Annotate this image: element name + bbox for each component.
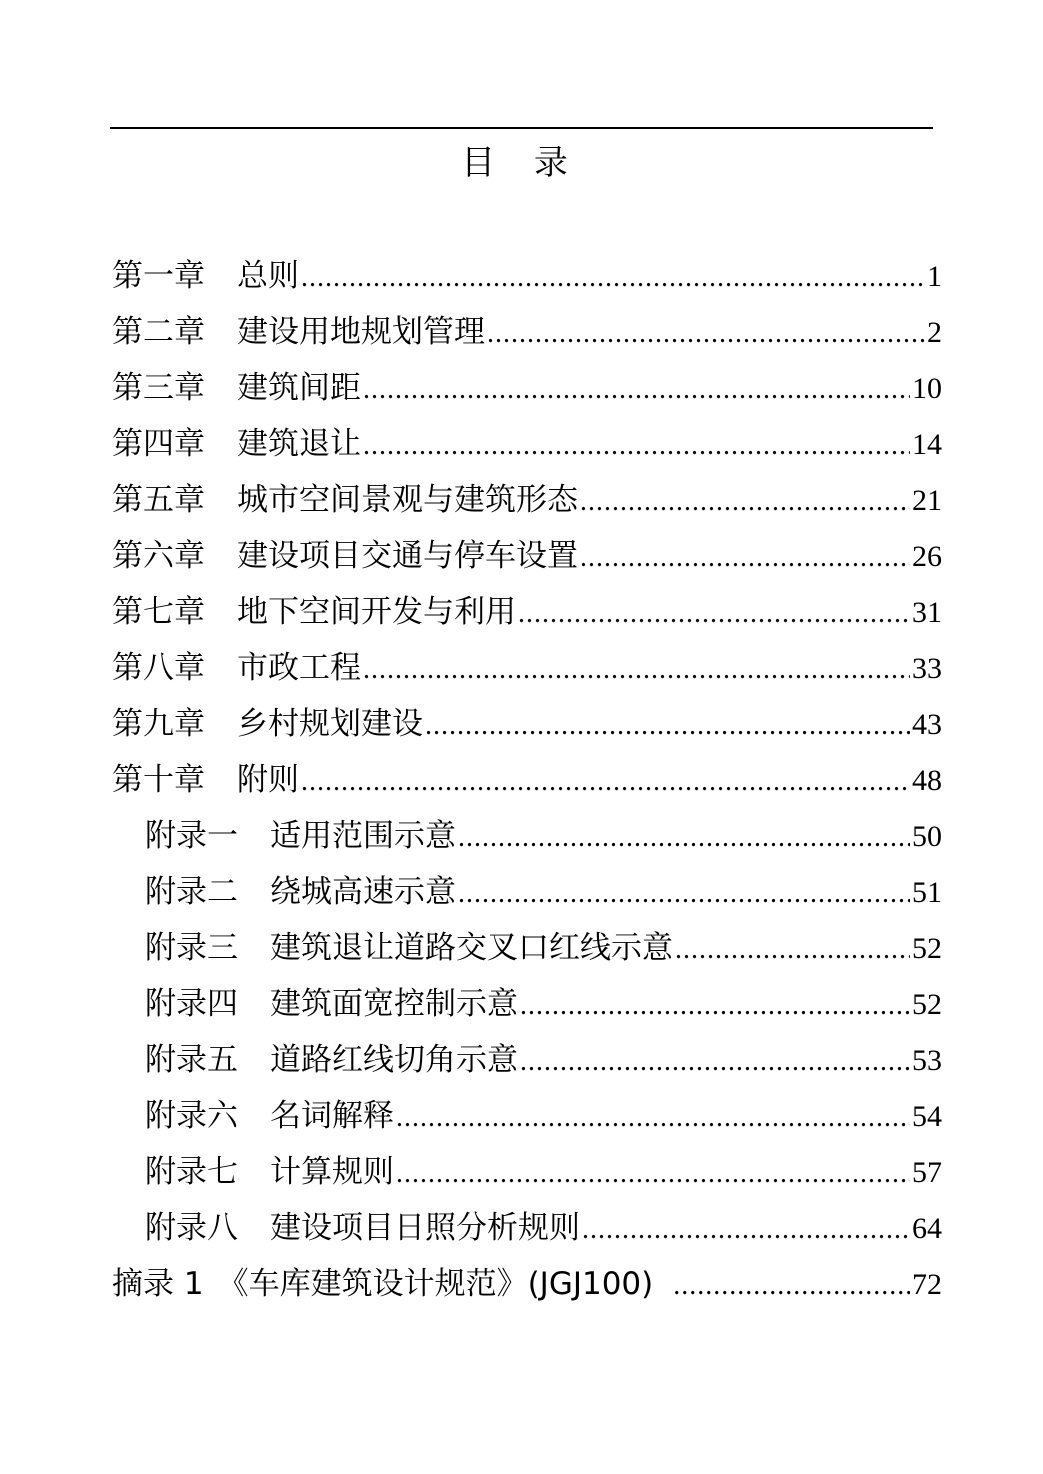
toc-entry-page: 57 xyxy=(912,1156,942,1189)
toc-entry-page: 33 xyxy=(912,652,942,685)
toc-entry-label: 附录六 xyxy=(145,1098,238,1134)
toc-entry-title: 适用范围示意 xyxy=(270,818,456,854)
toc-entry-page: 43 xyxy=(912,708,942,741)
toc-entry-page: 1 xyxy=(927,260,942,293)
toc-dot-leader xyxy=(675,922,910,978)
toc-entry-label: 附录七 xyxy=(145,1154,238,1190)
toc-entry-page: 51 xyxy=(912,876,942,909)
toc-entry-label: 第七章 xyxy=(112,594,205,630)
toc-entry-page: 2 xyxy=(927,316,942,349)
toc-dot-leader xyxy=(425,698,910,754)
table-of-contents xyxy=(112,248,942,1312)
toc-dot-leader xyxy=(396,1146,910,1202)
toc-dot-leader xyxy=(301,250,925,306)
toc-dot-leader xyxy=(396,1090,910,1146)
toc-entry-title: 建设项目交通与停车设置 xyxy=(237,538,578,574)
header-rule xyxy=(110,127,933,129)
toc-entry-chapter-10[interactable] xyxy=(112,752,942,808)
toc-entry-chapter-6[interactable] xyxy=(112,528,942,584)
toc-entry-title: 乡村规划建设 xyxy=(237,706,423,742)
toc-entry-label: 附录五 xyxy=(145,1042,238,1078)
toc-entry-label: 附录三 xyxy=(145,930,238,966)
toc-entry-label: 附录四 xyxy=(145,986,238,1022)
toc-entry-chapter-2[interactable] xyxy=(112,304,942,360)
toc-entry-label: 第八章 xyxy=(112,650,205,686)
toc-entry-label: 第五章 xyxy=(112,482,205,518)
toc-dot-leader xyxy=(518,586,910,642)
toc-entry-page: 72 xyxy=(912,1268,942,1301)
toc-dot-leader xyxy=(487,306,925,362)
toc-entry-title: 计算规则 xyxy=(270,1154,394,1190)
toc-dot-leader xyxy=(673,1258,910,1314)
toc-entry-label: 第六章 xyxy=(112,538,205,574)
toc-entry-title: 名词解释 xyxy=(270,1098,394,1134)
toc-entry-chapter-8[interactable] xyxy=(112,640,942,696)
toc-entry-appendix-4[interactable] xyxy=(112,976,942,1032)
toc-entry-page: 31 xyxy=(912,596,942,629)
toc-entry-title: 建筑退让 xyxy=(237,426,361,462)
toc-entry-title: 附则 xyxy=(237,762,299,798)
toc-entry-label: 附录一 xyxy=(145,818,238,854)
toc-entry-label: 第四章 xyxy=(112,426,205,462)
toc-entry-page: 53 xyxy=(912,1044,942,1077)
toc-entry-page: 14 xyxy=(912,428,942,461)
toc-entry-appendix-6[interactable] xyxy=(112,1088,942,1144)
page-title: 目 录 xyxy=(461,143,582,183)
toc-entry-appendix-7[interactable] xyxy=(112,1144,942,1200)
toc-entry-page: 50 xyxy=(912,820,942,853)
toc-entry-label: 第二章 xyxy=(112,314,205,350)
toc-entry-title: 总则 xyxy=(237,258,299,294)
toc-entry-label: 附录八 xyxy=(145,1210,238,1246)
toc-dot-leader xyxy=(580,530,910,586)
toc-entry-appendix-1[interactable] xyxy=(112,808,942,864)
toc-dot-leader xyxy=(363,642,910,698)
toc-entry-label: 第十章 xyxy=(112,762,205,798)
toc-dot-leader xyxy=(582,1202,910,1258)
toc-entry-chapter-9[interactable] xyxy=(112,696,942,752)
toc-entry-label: 摘录 1 xyxy=(112,1266,204,1302)
toc-entry-title: 绕城高速示意 xyxy=(270,874,456,910)
toc-entry-page: 54 xyxy=(912,1100,942,1133)
toc-entry-label: 第三章 xyxy=(112,370,205,406)
toc-dot-leader xyxy=(458,866,910,922)
toc-dot-leader xyxy=(520,978,910,1034)
toc-entry-appendix-2[interactable] xyxy=(112,864,942,920)
toc-entry-appendix-8[interactable] xyxy=(112,1200,942,1256)
toc-entry-chapter-1[interactable] xyxy=(112,248,942,304)
toc-entry-title: 道路红线切角示意 xyxy=(270,1042,518,1078)
toc-entry-title: 《车库建筑设计规范》(JGJ100) xyxy=(217,1266,654,1302)
toc-entry-page: 48 xyxy=(912,764,942,797)
toc-dot-leader xyxy=(458,810,910,866)
toc-entry-page: 64 xyxy=(912,1212,942,1245)
toc-entry-title: 建筑面宽控制示意 xyxy=(270,986,518,1022)
toc-entry-title: 建设用地规划管理 xyxy=(237,314,485,350)
toc-entry-title: 市政工程 xyxy=(237,650,361,686)
toc-entry-chapter-3[interactable] xyxy=(112,360,942,416)
toc-entry-excerpt-1[interactable] xyxy=(112,1256,942,1312)
toc-entry-title: 城市空间景观与建筑形态 xyxy=(237,482,578,518)
toc-entry-page: 10 xyxy=(912,372,942,405)
toc-entry-page: 52 xyxy=(912,988,942,1021)
toc-dot-leader xyxy=(363,362,910,418)
toc-dot-leader xyxy=(301,754,910,810)
toc-entry-page: 52 xyxy=(912,932,942,965)
toc-entry-label: 附录二 xyxy=(145,874,238,910)
toc-entry-title: 建筑退让道路交叉口红线示意 xyxy=(270,930,673,966)
toc-entry-title: 建设项目日照分析规则 xyxy=(270,1210,580,1246)
toc-entry-title: 地下空间开发与利用 xyxy=(237,594,516,630)
toc-entry-chapter-7[interactable] xyxy=(112,584,942,640)
toc-entry-appendix-3[interactable] xyxy=(112,920,942,976)
toc-entry-chapter-4[interactable] xyxy=(112,416,942,472)
toc-entry-page: 26 xyxy=(912,540,942,573)
toc-dot-leader xyxy=(580,474,910,530)
toc-entry-page: 21 xyxy=(912,484,942,517)
toc-entry-label: 第九章 xyxy=(112,706,205,742)
toc-entry-chapter-5[interactable] xyxy=(112,472,942,528)
toc-dot-leader xyxy=(520,1034,910,1090)
toc-entry-label: 第一章 xyxy=(112,258,205,294)
toc-entry-title: 建筑间距 xyxy=(237,370,361,406)
toc-dot-leader xyxy=(363,418,910,474)
toc-entry-appendix-5[interactable] xyxy=(112,1032,942,1088)
